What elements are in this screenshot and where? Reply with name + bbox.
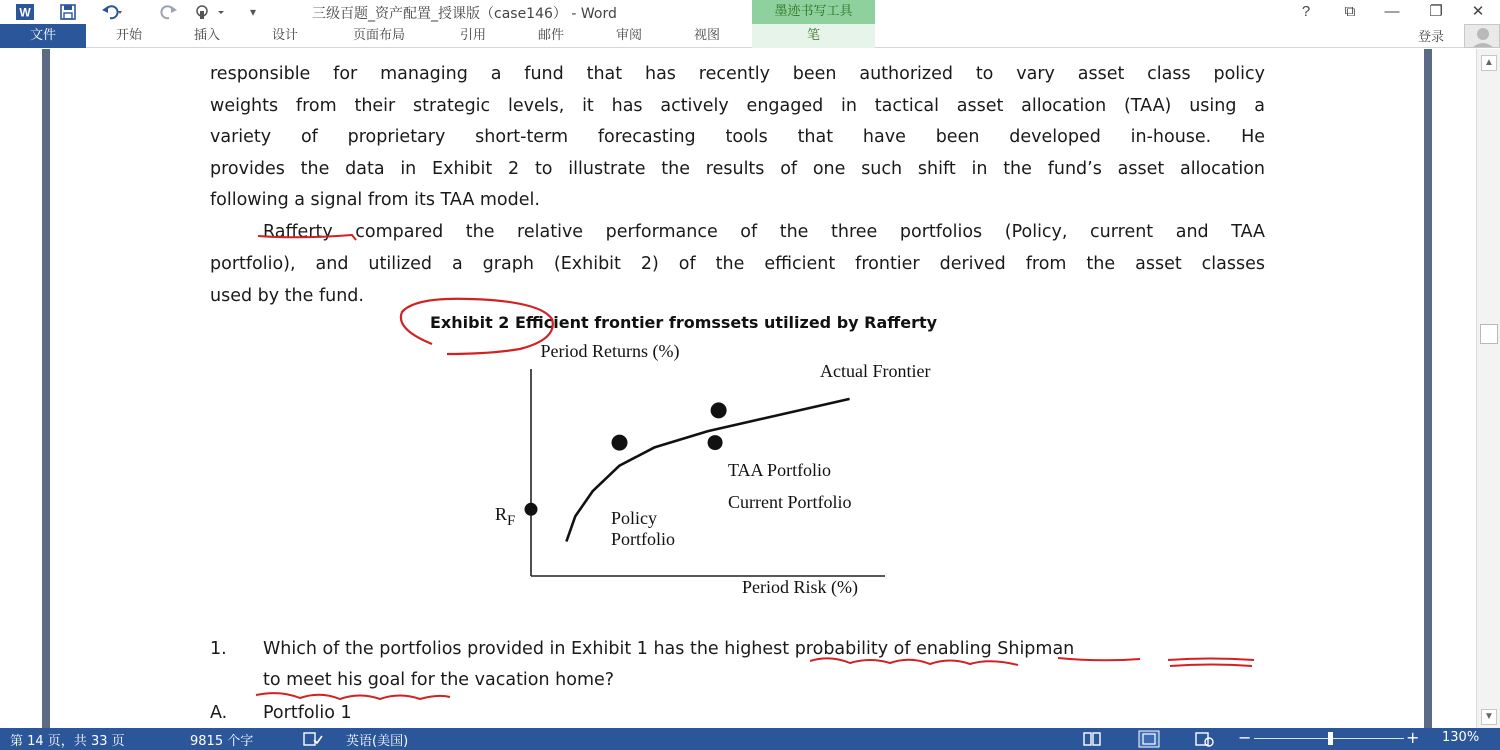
print-layout-icon[interactable] bbox=[1138, 730, 1160, 750]
tab-review[interactable]: 审阅 bbox=[615, 28, 642, 43]
paragraph-line: weights from their strategic levels, it has actively engaged in tactical asset allocation (TAA) using a bbox=[210, 96, 1265, 116]
svg-text:W: W bbox=[19, 5, 31, 20]
option-a-letter: A. bbox=[210, 703, 228, 723]
tab-view[interactable]: 视图 bbox=[693, 28, 720, 43]
maximize-button[interactable]: ❐ bbox=[1429, 3, 1443, 20]
tab-page-layout[interactable]: 页面布局 bbox=[352, 28, 405, 43]
taa-label: TAA Portfolio bbox=[728, 460, 832, 480]
paragraph-line: provides the data in Exhibit 2 to illustrate the results of one such shift in the fund’s asset allocation bbox=[210, 159, 1265, 179]
ink-underline-enabling bbox=[1058, 658, 1140, 660]
ink-underline-to-meet-his-goal bbox=[256, 693, 450, 699]
tab-file[interactable]: 文件 bbox=[0, 24, 86, 48]
current-label: Current Portfolio bbox=[728, 492, 852, 512]
ink-underline-highest-probability bbox=[810, 658, 1018, 665]
ink-underline-shipman bbox=[1168, 659, 1254, 667]
title-bar bbox=[0, 0, 1500, 24]
redo-icon[interactable] bbox=[158, 2, 180, 22]
zoom-in-button[interactable]: + bbox=[1406, 728, 1420, 747]
policy-label-line2: Portfolio bbox=[611, 529, 676, 549]
paragraph-line: responsible for managing a fund that has recently been authorized to vary asset class policy bbox=[210, 64, 1265, 84]
status-bar bbox=[0, 728, 1500, 750]
question-number: 1. bbox=[210, 639, 227, 659]
web-layout-icon[interactable] bbox=[1194, 731, 1214, 750]
ribbon-tab-row bbox=[0, 24, 1500, 48]
word-app-icon[interactable] bbox=[14, 2, 36, 22]
close-button[interactable]: ✕ bbox=[1471, 3, 1485, 20]
ribbon-display-options-button[interactable]: ⧉ bbox=[1344, 3, 1356, 20]
document-area bbox=[0, 49, 1476, 728]
ink-underline-rafferty bbox=[258, 235, 356, 240]
exhibit-title: Exhibit 2 Efficient frontier fromssets utilized by Rafferty bbox=[430, 313, 938, 332]
paragraph-line: used by the fund. bbox=[210, 286, 364, 306]
word-count[interactable]: 9815 个字 bbox=[190, 734, 254, 749]
customize-qat-button[interactable]: ▾ bbox=[249, 5, 257, 19]
language[interactable]: 英语(美国) bbox=[346, 734, 409, 749]
y-axis-label: Period Returns (%) bbox=[540, 341, 680, 361]
ink-circle-exhibit bbox=[401, 299, 553, 354]
zoom-slider-knob[interactable] bbox=[1328, 732, 1333, 745]
paragraph-line: portfolio), and utilized a graph (Exhibit 2) of the efficient frontier derived from the asset classes bbox=[210, 254, 1265, 274]
zoom-level[interactable]: 130% bbox=[1442, 730, 1480, 745]
tab-insert[interactable]: 插入 bbox=[193, 28, 220, 43]
save-icon[interactable] bbox=[56, 2, 80, 22]
frontier-label: Actual Frontier bbox=[820, 361, 931, 381]
tab-design[interactable]: 设计 bbox=[271, 28, 298, 43]
proofing-icon[interactable] bbox=[302, 731, 324, 750]
help-button[interactable]: ? bbox=[1301, 3, 1311, 20]
page-count[interactable]: 第 14 页，共 33 页 bbox=[10, 734, 125, 749]
question-text-line2: to meet his goal for the vacation home? bbox=[263, 670, 615, 690]
question-text-line1: Which of the portfolios provided in Exhibit 1 has the highest probability of enabling Shipman bbox=[263, 639, 1075, 659]
paragraph-line: variety of proprietary short-term forecasting tools that have been developed in-house. He bbox=[210, 127, 1265, 147]
tab-mailings[interactable]: 邮件 bbox=[537, 28, 564, 43]
rf-label: $R_F$ bbox=[495, 504, 516, 529]
window-title: 三级百题_资产配置_授课版（case146） - Word bbox=[312, 6, 617, 22]
vertical-scrollbar[interactable] bbox=[1476, 49, 1500, 728]
user-avatar-icon[interactable] bbox=[1464, 24, 1500, 48]
policy-label-line1: Policy bbox=[611, 508, 658, 528]
tab-pen[interactable]: 笔 bbox=[752, 24, 875, 48]
touch-mode-icon[interactable] bbox=[192, 2, 232, 22]
context-tab-group-label: 墨迹书写工具 bbox=[752, 0, 875, 24]
zoom-out-button[interactable]: − bbox=[1238, 728, 1252, 747]
minimize-button[interactable]: — bbox=[1384, 3, 1400, 20]
tab-references[interactable]: 引用 bbox=[459, 28, 486, 43]
scroll-thumb[interactable] bbox=[1480, 324, 1498, 344]
scroll-down-button[interactable]: ▼ bbox=[1481, 709, 1497, 725]
paragraph-line: Rafferty compared the relative performance of the three portfolios (Policy, current and TAA bbox=[263, 222, 1265, 242]
paragraph-line: following a signal from its TAA model. bbox=[210, 190, 540, 210]
tab-home[interactable]: 开始 bbox=[115, 28, 142, 43]
read-mode-icon[interactable] bbox=[1082, 731, 1102, 750]
sign-in-link[interactable]: 登录 bbox=[1418, 30, 1445, 45]
option-a-text: Portfolio 1 bbox=[263, 703, 352, 723]
ink-annotations bbox=[0, 49, 1476, 728]
x-axis-label: Period Risk (%) bbox=[742, 577, 858, 597]
undo-icon[interactable] bbox=[100, 2, 126, 22]
scroll-up-button[interactable]: ▲ bbox=[1481, 55, 1497, 71]
